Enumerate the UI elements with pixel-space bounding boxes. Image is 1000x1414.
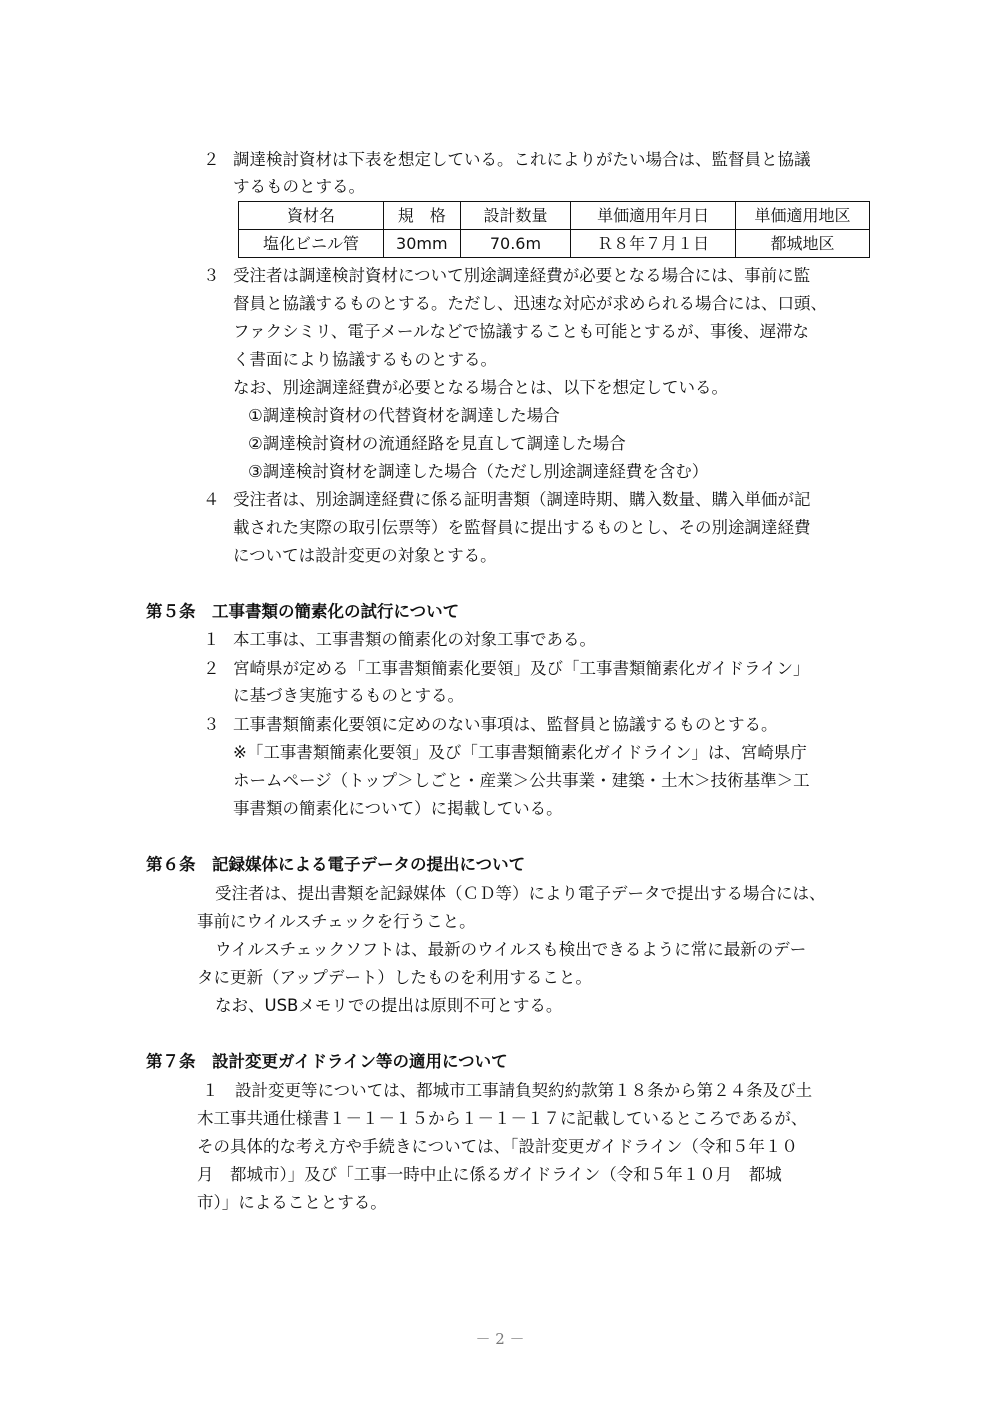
art5-line: に基づき実施するものとする。 bbox=[233, 686, 464, 705]
table-cell: 70.6m bbox=[460, 230, 571, 258]
item4-line: 受注者は、別途調達経費に係る証明書類（調達時期、購入数量、購入単価が記 bbox=[233, 490, 811, 509]
article-heading: 第６条 記録媒体による電子データの提出について bbox=[146, 855, 526, 874]
item3-line: ファクシミリ、電子メールなどで協議することも可能とするが、事後、遅滞な bbox=[233, 322, 810, 341]
article-heading: 第５条 工事書類の簡素化の試行について bbox=[146, 602, 460, 621]
item3-line: 受注者は調達検討資材について別途調達経費が必要となる場合には、事前に監 bbox=[233, 266, 811, 285]
art7-line: 市）」によることとする。 bbox=[197, 1193, 387, 1212]
materials-table bbox=[238, 201, 870, 258]
item3-subitem: ③調達検討資材を調達した場合（ただし別途調達経費を含む） bbox=[248, 462, 709, 481]
table-header-row bbox=[239, 202, 870, 230]
art5-line: 本工事は、工事書類の簡素化の対象工事である。 bbox=[233, 630, 596, 649]
art6-line: 事前にウイルスチェックを行うこと。 bbox=[197, 912, 476, 931]
item3-subitem: ①調達検討資材の代替資材を調達した場合 bbox=[248, 406, 560, 425]
art7-line: その具体的な考え方や手続きについては、「設計変更ガイドライン（令和５年１０ bbox=[197, 1137, 798, 1156]
item-number: ２ bbox=[203, 659, 220, 678]
article-heading: 第７条 設計変更ガイドライン等の適用について bbox=[146, 1052, 508, 1071]
art6-line: ウイルスチェックソフトは、最新のウイルスも検出できるように常に最新のデー bbox=[215, 940, 807, 959]
table-header-cell: 単価適用年月日 bbox=[571, 202, 736, 230]
art5-note-line: ※「工事書類簡素化要領」及び「工事書類簡素化ガイドライン」は、宮崎県庁 bbox=[233, 743, 807, 762]
art7-line: 木工事共通仕様書１－１－１５から１－１－１７に記載しているところであるが、 bbox=[197, 1109, 808, 1128]
table-row bbox=[239, 230, 870, 258]
item2-line: するものとする。 bbox=[233, 177, 365, 196]
table-header-cell: 規 格 bbox=[383, 202, 460, 230]
item-number: ３ bbox=[203, 715, 220, 734]
item-number: １ bbox=[203, 630, 220, 649]
item2-line: 調達検討資材は下表を想定している。これによりがたい場合は、監督員と協議 bbox=[233, 150, 811, 169]
art6-line: タに更新（アップデート）したものを利用すること。 bbox=[197, 968, 592, 987]
page-number: － 2 － bbox=[475, 1330, 525, 1348]
art5-note-line: 事書類の簡素化について）に掲載している。 bbox=[233, 799, 563, 818]
table-header-cell: 単価適用地区 bbox=[735, 202, 869, 230]
item4-line: については設計変更の対象とする。 bbox=[233, 546, 497, 565]
art6-line: 受注者は、提出書類を記録媒体（ＣＤ等）により電子データで提出する場合には、 bbox=[215, 884, 826, 903]
table-cell: Ｒ８年７月１日 bbox=[571, 230, 736, 258]
item3-line: く書面により協議するものとする。 bbox=[233, 350, 497, 369]
art7-line: 月 都城市）」及び「工事一時中止に係るガイドライン（令和５年１０月 都城 bbox=[197, 1165, 782, 1184]
art5-line: 宮崎県が定める「工事書類簡素化要領」及び「工事書類簡素化ガイドライン」 bbox=[233, 659, 810, 678]
item-number: ３ bbox=[203, 266, 220, 285]
art5-note-line: ホームページ（トップ＞しごと・産業＞公共事業・建築・土木＞技術基準＞工 bbox=[233, 771, 810, 790]
item3-subitem: ②調達検討資材の流通経路を見直して調達した場合 bbox=[248, 434, 626, 453]
table-cell: 塩化ビニル管 bbox=[239, 230, 384, 258]
item-number: ２ bbox=[203, 150, 220, 169]
item3-line: なお、別途調達経費が必要となる場合とは、以下を想定している。 bbox=[233, 378, 728, 397]
art5-line: 工事書類簡素化要領に定めのない事項は、監督員と協議するものとする。 bbox=[233, 715, 778, 734]
item3-line: 督員と協議するものとする。ただし、迅速な対応が求められる場合には、口頭、 bbox=[233, 294, 827, 313]
table-cell: 30mm bbox=[383, 230, 460, 258]
item-number: ４ bbox=[203, 490, 220, 509]
table-header-cell: 資材名 bbox=[239, 202, 384, 230]
art6-line: なお、USBメモリでの提出は原則不可とする。 bbox=[215, 996, 563, 1015]
item4-line: 載された実際の取引伝票等）を監督員に提出するものとし、その別途調達経費 bbox=[233, 518, 811, 537]
table-header-cell: 設計数量 bbox=[460, 202, 571, 230]
table-cell: 都城地区 bbox=[735, 230, 869, 258]
art7-line: １ 設計変更等については、都城市工事請負契約約款第１８条から第２４条及び土 bbox=[202, 1081, 813, 1100]
